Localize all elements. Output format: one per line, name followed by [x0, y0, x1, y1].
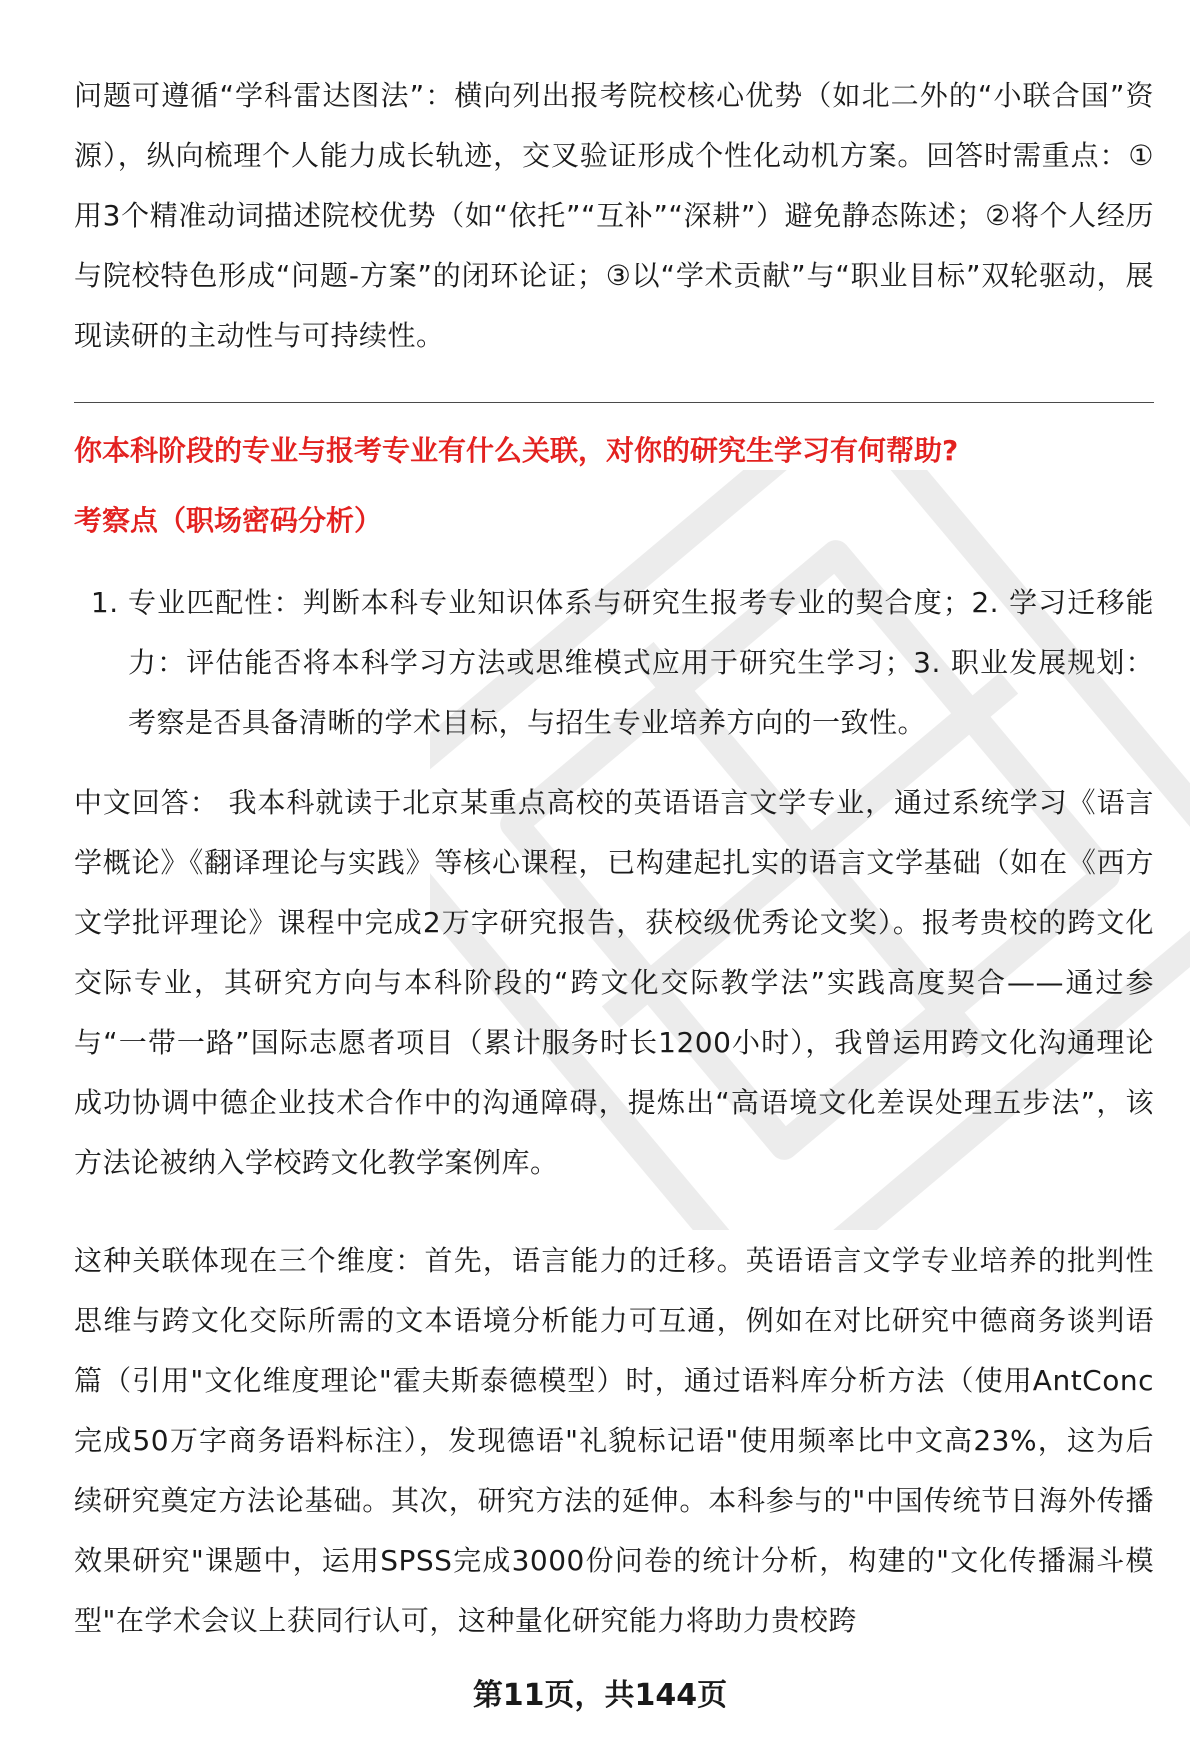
page-number-footer: 第11页，共144页 [472, 1678, 728, 1713]
page-content [74, 66, 1154, 1651]
relation-paragraph: 这种关联体现在三个维度：首先，语言能力的迁移。英语语言文学专业培养的批判性思维与跨文化交际所需的文本语境分析能力可互通，例如在对比研究中德商务谈判语篇（引用"文化维度理论"霍夫斯泰德模型）时，通过语料库分析方法（使用AntConc完成50万字商务语料标注），发现德语"礼貌标记语"使用频率比中文高23%，这为后续研究奠定方法论基础。其次，研究方法的延伸。本科参与的"中国传统节日海外传播效果研究"课题中，运用SPSS完成3000份问卷的统计分析，构建的"文化传播漏斗模型"在学术会议上获同行认可，这种量化研究能力将助力贵校跨 [74, 1244, 1154, 1637]
section-divider [74, 402, 1154, 403]
question-title: 你本科阶段的专业与报考专业有什么关联，对你的研究生学习有何帮助? [74, 434, 959, 467]
answer-paragraph: 中文回答： 我本科就读于北京某重点高校的英语语言文学专业，通过系统学习《语言学概论》《翻译理论与实践》等核心课程，已构建起扎实的语言文学基础（如在《西方文学批评理论》课程中完成2万字研究报告，获校级优秀论文奖）。报考贵校的跨文化交际专业，其研究方向与本科阶段的“跨文化交际教学法”实践高度契合——通过参与“一带一路”国际志愿者项目（累计服务时长1200小时），我曾运用跨文化沟通理论成功协调中德企业技术合作中的沟通障碍，提炼出“高语境文化差误处理五步法”，该方法论被纳入学校跨文化教学案例库。 [74, 786, 1154, 1179]
list-item: 1. 专业匹配性：判断本科专业知识体系与研究生报考专业的契合度；2. 学习迁移能力：评估能否将本科学习方法或思维模式应用于研究生学习；3. 职业发展规划：考察是否具备清晰的学术目标，与招生专业培养方向的一致性。 [128, 573, 1154, 753]
question-subtitle: 考察点（职场密码分析） [74, 504, 383, 537]
intro-paragraph: 问题可遵循“学科雷达图法”：横向列出报考院校核心优势（如北二外的“小联合国”资源），纵向梳理个人能力成长轨迹，交叉验证形成个性化动机方案。回答时需重点：①用3个精准动词描述院校优势（如“依托”“互补”“深耕”）避免静态陈述；②将个人经历与院校特色形成“问题-方案”的闭环论证；③以“学术贡献”与“职业目标”双轮驱动，展现读研的主动性与可持续性。 [74, 79, 1154, 352]
assessment-points-list [74, 573, 1154, 753]
